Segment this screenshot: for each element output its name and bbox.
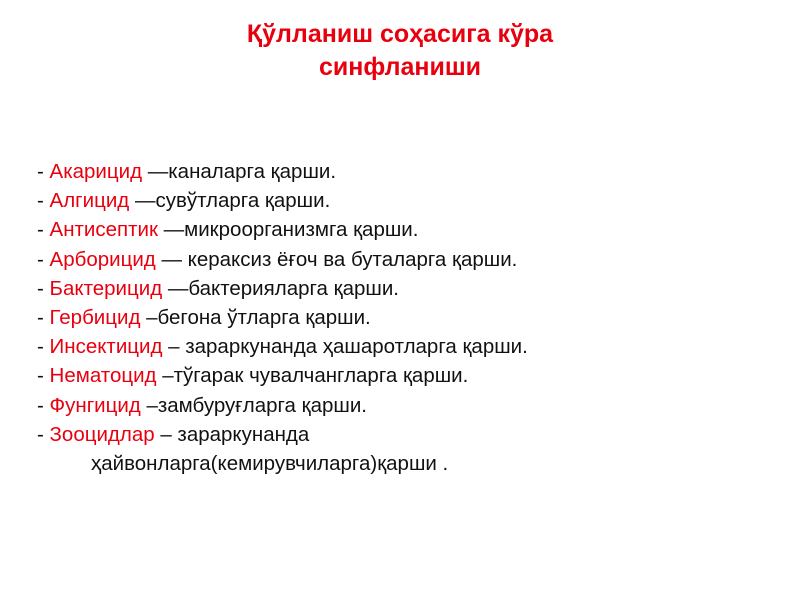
bullet: -	[37, 335, 50, 359]
term: Инсектицид	[49, 335, 163, 359]
definition: –бегона ўтларга қарши.	[140, 306, 371, 330]
bullet: -	[37, 422, 50, 446]
term-list	[37, 157, 777, 478]
list-item-insecticide	[37, 332, 777, 361]
definition: —микроорганизмга қарши.	[157, 218, 419, 242]
title-line-2: синфланиши	[318, 53, 482, 81]
list-item-fungicide	[37, 391, 777, 420]
list-item-herbicide	[37, 303, 777, 332]
definition: –тўгарак чувалчангларга қарши.	[156, 364, 469, 388]
list-item-zoocides	[37, 420, 777, 449]
bullet: -	[37, 276, 50, 300]
bullet: -	[37, 364, 50, 388]
list-item-acaricide	[37, 157, 777, 186]
definition: — кераксиз ёғоч ва буталарга қарши.	[155, 247, 518, 271]
bullet: -	[37, 393, 50, 417]
bullet: -	[37, 160, 50, 183]
definition: —сувўтларга қарши.	[129, 189, 331, 213]
term: Зооцидлар	[49, 422, 155, 446]
list-item-antiseptic	[37, 215, 777, 244]
term: Нематоцид	[49, 364, 157, 388]
list-item-nematocide	[37, 361, 777, 390]
definition: – зараркунанда	[154, 422, 310, 446]
term: Бактерицид	[49, 276, 163, 300]
term: Антисептик	[49, 218, 158, 242]
title-line-1: Қўлланиш соҳасига кўра	[246, 20, 554, 48]
definition: – зараркунанда ҳашаротларга қарши.	[162, 335, 528, 359]
term: Акарицид	[49, 160, 143, 183]
term: Гербицид	[49, 306, 141, 330]
definition: –замбуруғларга қарши.	[140, 393, 368, 417]
definition: —каналарга қарши.	[142, 160, 337, 183]
term: Арборицид	[49, 247, 156, 271]
bullet: -	[37, 218, 50, 242]
list-item-algicide	[37, 186, 777, 215]
bullet: -	[37, 189, 50, 213]
definition: —бактерияларга қарши.	[162, 276, 399, 300]
list-item-bactericide	[37, 274, 777, 303]
list-item-arboricide	[37, 245, 777, 274]
slide-title	[0, 18, 800, 84]
list-item-zoocides-continuation: ҳайвонларга(кемирувчиларга)қарши .	[91, 452, 449, 476]
bullet: -	[37, 247, 50, 271]
term: Алгицид	[49, 189, 130, 213]
term: Фунгицид	[49, 393, 141, 417]
bullet: -	[37, 306, 50, 330]
